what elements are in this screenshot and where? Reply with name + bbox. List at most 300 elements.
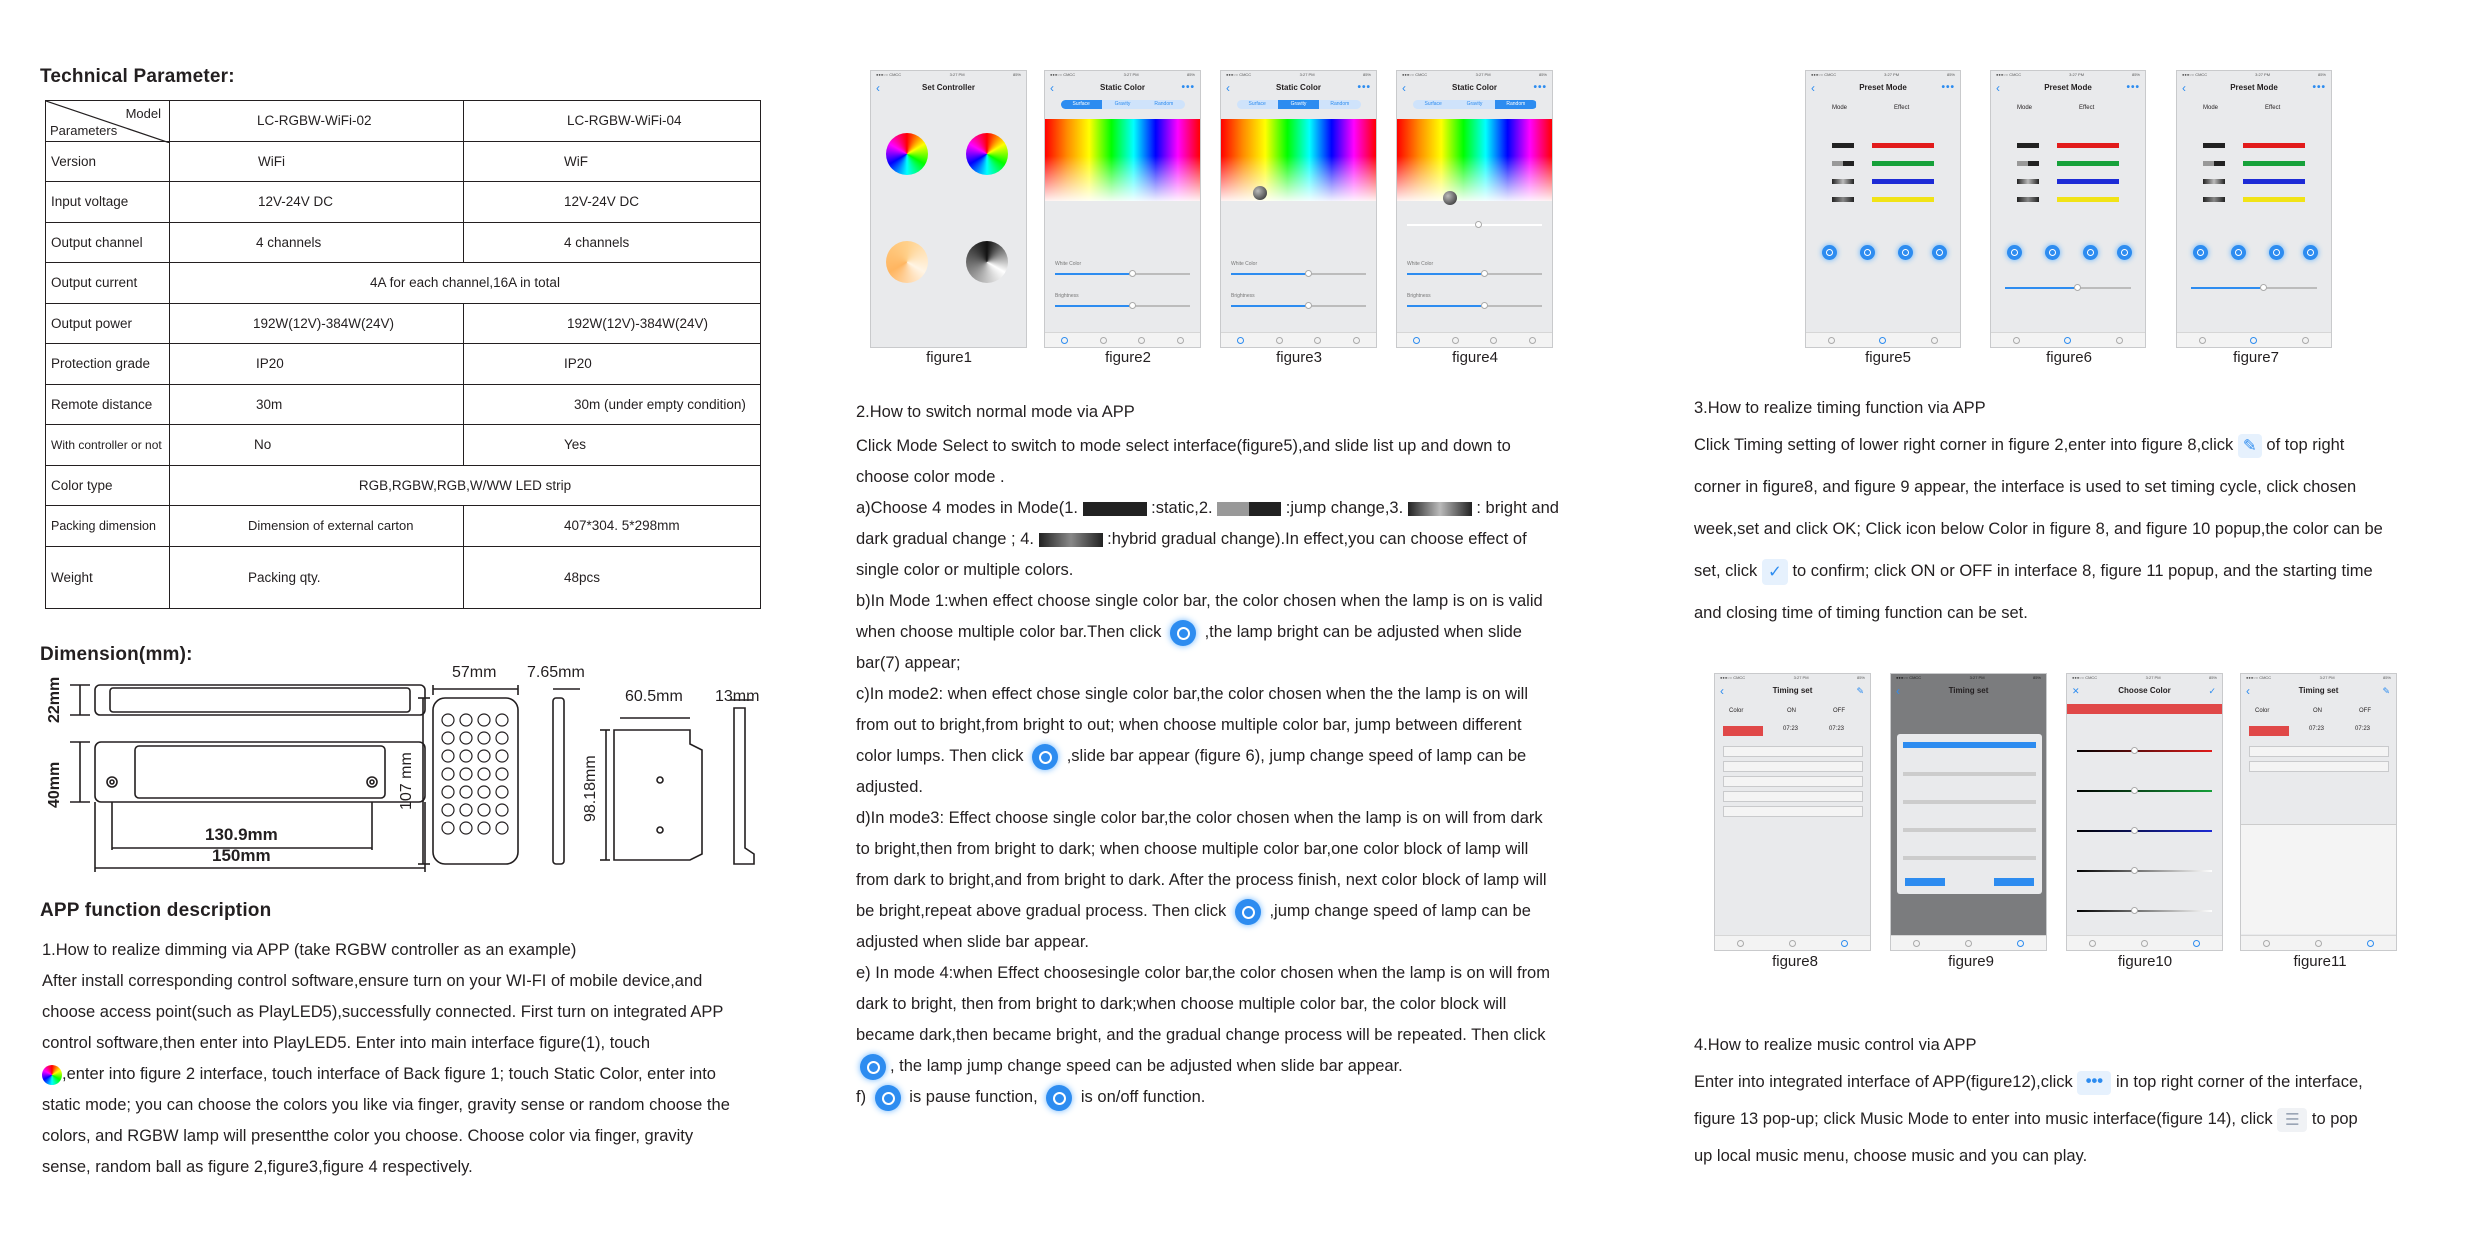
row-label: Output current: [46, 263, 170, 304]
keypad-button: [460, 768, 472, 780]
table-row: [46, 384, 761, 425]
random-ball-icon[interactable]: [1443, 191, 1457, 205]
text-span: is pause function,: [909, 1088, 1038, 1106]
section4-text: [1694, 1027, 2434, 1175]
more-icon[interactable]: •••: [2126, 82, 2140, 93]
text-line: sense, random ball as figure 2,figure3,figure 4 respectively.: [42, 1158, 473, 1176]
off-time[interactable]: 07:23: [1829, 726, 1845, 732]
text-line: from out to bright,from bright to out; when choose multiple color bar, jump between different: [856, 716, 1522, 734]
blue-slider[interactable]: [2077, 830, 2212, 832]
phone-figure9: ●●●○○ CMCC 3:27 PM 85% ‹ Timing set: [1890, 673, 2047, 951]
power-icon[interactable]: [1046, 1085, 1072, 1111]
text-span: :static,2.: [1151, 499, 1213, 517]
tab-bar[interactable]: [1045, 332, 1200, 347]
tab-bar[interactable]: [1397, 332, 1552, 347]
speed-icon[interactable]: [1822, 245, 1837, 260]
effect-red[interactable]: [2243, 143, 2305, 148]
mode-tabs[interactable]: [1237, 100, 1361, 109]
mode-col: Mode: [1832, 105, 1848, 111]
back-icon[interactable]: ‹: [2182, 81, 2186, 95]
row-label: Protection grade: [46, 344, 170, 385]
cell: WiF: [464, 141, 761, 182]
phone-figure2: ●●●○○ CMCC 3:27 PM 85% ‹ Static Color ••• Surface Gravity Random White Color Brightness: [1044, 70, 1201, 348]
phone-figure8: ●●●○○ CMCC 3:27 PM 85% ‹ Timing set ✎ Color ON OFF 07:23 07:23: [1714, 673, 1871, 951]
text-line: After install corresponding control software,ensure turn on your WI-FI of mobile device,and: [42, 972, 703, 990]
text-span: :hybrid gradual change).In effect,you can choose effect of: [1107, 530, 1527, 548]
table-row: [46, 222, 761, 263]
figure2-caption: figure2: [1105, 349, 1151, 366]
section2-title: 2.How to switch normal mode via APP: [856, 403, 1135, 421]
more-icon[interactable]: •••: [1181, 82, 1195, 93]
text-line: to bright,then from bright to dark; when choose multiple color bar,one color block of lamp will: [856, 840, 1529, 858]
screen-title: Timing set: [2298, 686, 2339, 695]
dim-150-label: 150mm: [212, 846, 271, 865]
keypad-button: [478, 804, 490, 816]
edit-icon[interactable]: ✎: [2382, 686, 2391, 696]
back-icon[interactable]: ‹: [1811, 81, 1815, 95]
power-icon[interactable]: [1932, 245, 1947, 260]
text-span: figure 13 pop-up; click Music Mode to enter into music interface(figure 14), click: [1694, 1110, 2273, 1128]
keypad-button: [478, 714, 490, 726]
text-span: to confirm; click ON or OFF in interface 8, figure 11 popup, and the starting time: [1792, 562, 2373, 580]
text-line: [856, 896, 1598, 927]
tab-bar[interactable]: [1991, 332, 2145, 347]
effect-blue[interactable]: [2243, 179, 2305, 184]
effect-blue[interactable]: [1872, 179, 1934, 184]
brightness-icon[interactable]: [1170, 620, 1196, 646]
dim-13-label: 13mm: [715, 688, 760, 705]
row-label: Version: [46, 141, 170, 182]
text-line: control software,then enter into PlayLED5. Enter into main interface figure(1), touch: [42, 1034, 651, 1052]
effect-col: Effect: [1894, 105, 1910, 111]
back-icon[interactable]: ‹: [2246, 684, 2250, 698]
time-picker[interactable]: [2241, 824, 2397, 934]
rgbw-wheel-icon[interactable]: [966, 133, 1008, 175]
tab-surface[interactable]: Surface: [1248, 101, 1266, 107]
effect-green[interactable]: [2243, 161, 2305, 166]
text-span: ,jump change speed of lamp can be: [1269, 902, 1531, 920]
brightness-slider[interactable]: [2191, 287, 2317, 289]
speed-icon[interactable]: [2007, 245, 2022, 260]
tech-title: Technical Parameter:: [40, 66, 235, 87]
dim-40-label: 40mm: [46, 761, 63, 808]
red-slider[interactable]: [2077, 750, 2212, 752]
text-span: a)Choose 4 modes in Mode(1.: [856, 499, 1078, 517]
mode-hybrid-swatch: [1039, 533, 1103, 547]
table-row: [46, 425, 761, 466]
cell: Dimension of external carton: [170, 506, 464, 547]
text-span: in top right corner of the interface,: [2115, 1073, 2363, 1091]
effect-yellow[interactable]: [2243, 197, 2305, 202]
table-row: [46, 182, 761, 223]
timing-slots[interactable]: [1723, 746, 1863, 821]
brightness-slider[interactable]: [1407, 305, 1542, 307]
keypad-button: [442, 750, 454, 762]
keypad-button: [442, 786, 454, 798]
text-line: [1694, 1101, 2434, 1138]
rgb-wheel-icon[interactable]: [886, 133, 928, 175]
text-span: ,slide bar appear (figure 6), jump change speed of lamp can be: [1066, 747, 1527, 765]
check-icon[interactable]: ✓: [2208, 686, 2217, 696]
tab-surface[interactable]: Surface: [1061, 100, 1102, 109]
dim-22-label: 22mm: [46, 676, 63, 723]
cell: 48pcs: [464, 546, 761, 608]
pause-icon[interactable]: [2269, 245, 2284, 260]
cell: 4 channels: [464, 222, 761, 263]
effect-red[interactable]: [1872, 143, 1934, 148]
white-slider[interactable]: [1407, 273, 1542, 275]
text-line: dark to bright, then from bright to dark;when choose multiple color bar, the color block will: [856, 995, 1507, 1013]
text-line: [1694, 424, 2434, 466]
mode-hybrid-swatch[interactable]: [1832, 197, 1854, 202]
cell: Packing qty.: [170, 546, 464, 608]
text-span: dark gradual change ; 4.: [856, 530, 1034, 548]
text-span: Enter into integrated interface of APP(figure12),click: [1694, 1073, 2073, 1091]
model-04-header: LC-RGBW-WiFi-04: [464, 101, 761, 142]
tab-bar[interactable]: [2177, 332, 2331, 347]
row-label: With controller or not: [46, 425, 170, 466]
gravity-ball-icon[interactable]: [1253, 186, 1267, 200]
power-icon[interactable]: [2303, 245, 2318, 260]
figure3-caption: figure3: [1276, 349, 1322, 366]
screen-title: Static Color: [1276, 83, 1321, 92]
text-line: [856, 1082, 1598, 1113]
brightness-label: Brightness: [1407, 293, 1431, 299]
mode-jump-swatch[interactable]: [1832, 161, 1854, 166]
dim-130-label: 130.9mm: [205, 825, 278, 844]
keypad-button: [478, 822, 490, 834]
off-time[interactable]: 07:23: [2355, 726, 2371, 732]
mode-tabs[interactable]: [1413, 100, 1537, 109]
week-cycle-dialog[interactable]: [1897, 734, 2042, 894]
text-span: of top right: [2266, 436, 2345, 454]
text-span: set, click: [1694, 562, 1758, 580]
table-row: [46, 506, 761, 547]
keypad-button: [496, 732, 508, 744]
tab-random[interactable]: Random: [1495, 100, 1536, 109]
brightness-slider[interactable]: [1231, 305, 1366, 307]
figure11-caption: figure11: [2293, 953, 2347, 970]
cell: RGB,RGBW,RGB,W/WW LED strip: [170, 465, 761, 506]
pause-icon[interactable]: [1898, 245, 1913, 260]
text-line: [1694, 550, 2434, 592]
cell: Yes: [464, 425, 761, 466]
dim-98-label: 98.18mm: [582, 755, 599, 822]
keypad-button: [478, 768, 490, 780]
mode-tabs[interactable]: [1061, 100, 1185, 109]
back-icon[interactable]: ‹: [1050, 81, 1054, 95]
tab-bar[interactable]: [2241, 935, 2396, 950]
phone-figure1: ●●●○○ CMCC 3:27 PM 85% ‹ Set Controller: [870, 70, 1027, 348]
phone-figure5: ●●●○○ CMCC 3:27 PM 85% ‹ Preset Mode ••• Mode Effect: [1805, 70, 1961, 348]
mode-gradual-swatch[interactable]: [1832, 179, 1854, 184]
brightness-icon[interactable]: [2045, 245, 2060, 260]
figure7-caption: figure7: [2233, 349, 2279, 366]
text-line: colors, and RGBW lamp will presentthe color you choose. Choose color via finger, gravity: [42, 1127, 694, 1145]
cell: 30m: [170, 384, 464, 425]
keypad-button: [460, 750, 472, 762]
timing-slots: [2249, 746, 2389, 776]
keypad-button: [478, 750, 490, 762]
pause-icon[interactable]: [875, 1085, 901, 1111]
close-icon[interactable]: ✕: [2072, 686, 2080, 696]
table-row: [46, 141, 761, 182]
tab-bar[interactable]: [1221, 332, 1376, 347]
color-swatch[interactable]: [1723, 726, 1763, 736]
section1-title: 1.How to realize dimming via APP (take RGBW controller as an example): [42, 941, 577, 959]
color-spectrum[interactable]: [1221, 119, 1376, 201]
tab-bar[interactable]: [1806, 332, 1960, 347]
figure1-caption: figure1: [926, 349, 972, 366]
tab-bar[interactable]: [1715, 935, 1870, 950]
more-icon[interactable]: •••: [1941, 82, 1955, 93]
on-col: ON: [1787, 708, 1796, 714]
keypad-button: [478, 786, 490, 798]
white-label: White Color: [1055, 261, 1082, 267]
mode-gradual-swatch: [1408, 502, 1472, 516]
keypad-button: [460, 714, 472, 726]
tab-gravity[interactable]: Gravity: [1278, 100, 1319, 109]
text-span: f): [856, 1088, 867, 1106]
on-col: ON: [2313, 708, 2322, 714]
cell: 407*304. 5*298mm: [464, 506, 761, 547]
keypad-button: [442, 822, 454, 834]
tab-bar[interactable]: [1891, 935, 2046, 950]
effect-red[interactable]: [2057, 143, 2119, 148]
on-time[interactable]: 07:23: [1783, 726, 1799, 732]
mode-static-swatch[interactable]: [1832, 143, 1854, 148]
section2-text: [856, 397, 1598, 1113]
screen-title: Choose Color: [2118, 686, 2171, 695]
tab-random[interactable]: Random: [1330, 101, 1350, 107]
speed-icon[interactable]: [860, 1054, 886, 1080]
cell: IP20: [464, 344, 761, 385]
model-header: Model: [125, 106, 161, 121]
power-icon[interactable]: [2117, 245, 2132, 260]
text-span: to pop: [2311, 1110, 2358, 1128]
section3-text: [1694, 393, 2434, 634]
cell: IP20: [170, 344, 464, 385]
keypad-button: [496, 804, 508, 816]
color-swatch[interactable]: [2249, 726, 2289, 736]
tab-gravity[interactable]: Gravity: [1114, 101, 1131, 107]
color-wheel-icon: [42, 1065, 62, 1085]
text-span: color lumps. Then click: [856, 747, 1024, 765]
text-line: [856, 741, 1598, 772]
effect-col: Effect: [2265, 105, 2281, 111]
speed-icon[interactable]: [1032, 744, 1058, 770]
text-line: from dark to bright,and from bright to dark. After the process finish, next color block of lamp will: [856, 871, 1547, 889]
cell: 192W(12V)-384W(24V): [464, 303, 761, 344]
section1-text: [42, 935, 782, 1183]
color-spectrum[interactable]: [1045, 119, 1200, 201]
text-span: ,the lamp bright can be adjusted when slide: [1204, 623, 1522, 641]
phone-figure4: ●●●○○ CMCC 3:27 PM 85% ‹ Static Color ••• Surface Gravity Random White Color Brightness: [1396, 70, 1553, 348]
white-label: White Color: [1407, 261, 1434, 267]
dimmer-wheel-icon[interactable]: [966, 241, 1008, 283]
text-line: [856, 524, 1598, 555]
screen-title: Static Color: [1452, 83, 1497, 92]
more-icon[interactable]: •••: [2312, 82, 2326, 93]
figure4-caption: figure4: [1452, 349, 1498, 366]
keypad-button: [442, 768, 454, 780]
mode-hybrid-swatch[interactable]: [2017, 197, 2039, 202]
back-icon[interactable]: ‹: [1996, 81, 2000, 95]
back-icon[interactable]: ‹: [876, 81, 880, 95]
list-icon[interactable]: ☰: [2277, 1108, 2307, 1132]
text-line: corner in figure8, and figure 9 appear, the interface is used to set timing cycle, click chosen: [1694, 478, 2357, 496]
edit-icon[interactable]: ✎: [2238, 434, 2262, 458]
back-icon[interactable]: ‹: [1226, 81, 1230, 95]
text-line: [856, 493, 1598, 524]
text-line: b)In Mode 1:when effect choose single color bar, the color chosen when the lamp is on is valid: [856, 592, 1543, 610]
text-span: be bright,repeat above gradual process. Then click: [856, 902, 1227, 920]
dim-107-label: 107 mm: [398, 752, 415, 810]
tab-bar[interactable]: [2067, 935, 2222, 950]
speed-icon[interactable]: [1235, 899, 1261, 925]
check-icon[interactable]: ✓: [1762, 559, 1788, 585]
text-line: adjusted when slide bar appear.: [856, 933, 1089, 951]
effect-yellow[interactable]: [1872, 197, 1934, 202]
figure5-caption: figure5: [1865, 349, 1911, 366]
mode-jump-swatch[interactable]: [2017, 161, 2039, 166]
row-label: Weight: [46, 546, 170, 608]
text-line: and closing time of timing function can be set.: [1694, 604, 2028, 622]
text-line: choose access point(such as PlayLED5),successfully connected. First turn on integrated APP: [42, 1003, 724, 1021]
phone-figure3: ●●●○○ CMCC 3:27 PM 85% ‹ Static Color ••• Surface Gravity Random White Color Brightness: [1220, 70, 1377, 348]
figure6-caption: figure6: [2046, 349, 2092, 366]
tab-surface[interactable]: Surface: [1424, 101, 1442, 107]
parameters-header: Parameters: [50, 122, 118, 138]
white-slider[interactable]: [1055, 273, 1190, 275]
tab-random[interactable]: Random: [1154, 101, 1174, 107]
brightness-slider[interactable]: [2077, 910, 2212, 912]
back-icon[interactable]: ‹: [1720, 684, 1724, 698]
color-spectrum[interactable]: [1397, 119, 1552, 201]
text-span: is on/off function.: [1080, 1088, 1206, 1106]
text-line: [856, 1051, 1598, 1082]
table-row: [46, 101, 761, 142]
text-span: : bright and: [1476, 499, 1559, 517]
phone-figure7: ●●●○○ CMCC 3:27 PM 85% ‹ Preset Mode ••• Mode Effect: [2176, 70, 2332, 348]
brightness-slider[interactable]: [1055, 305, 1190, 307]
mode-static-swatch[interactable]: [2203, 143, 2225, 148]
cell: 30m (under empty condition): [464, 384, 761, 425]
table-row: [46, 344, 761, 385]
section4-title: 4.How to realize music control via APP: [1694, 1036, 1977, 1054]
on-time[interactable]: 07:23: [2309, 726, 2325, 732]
color-col: Color: [2255, 708, 2270, 714]
cell: WiFi: [170, 141, 464, 182]
effect-blue[interactable]: [2057, 179, 2119, 184]
more-icon[interactable]: •••: [2077, 1071, 2111, 1095]
speed-icon[interactable]: [2193, 245, 2208, 260]
cell: 192W(12V)-384W(24V): [170, 303, 464, 344]
text-line: d)In mode3: Effect choose single color bar,the color chosen when the lamp is on will from dark: [856, 809, 1543, 827]
keypad-button: [496, 822, 508, 834]
effect-green[interactable]: [2057, 161, 2119, 166]
mode-static-swatch[interactable]: [2017, 143, 2039, 148]
white-slider[interactable]: [1231, 273, 1366, 275]
model-02-header: LC-RGBW-WiFi-02: [170, 101, 464, 142]
text-line: [42, 1059, 782, 1090]
more-icon[interactable]: •••: [1357, 82, 1371, 93]
text-line: c)In mode2: when effect chose single color bar,the color chosen when the the lamp is on will: [856, 685, 1528, 703]
white-slider[interactable]: [2077, 870, 2212, 872]
more-icon[interactable]: •••: [1533, 82, 1547, 93]
cell: 12V-24V DC: [464, 182, 761, 223]
color-preview: [2067, 704, 2223, 714]
effect-green[interactable]: [1872, 161, 1934, 166]
keypad-button: [442, 714, 454, 726]
spec-table: [45, 100, 761, 609]
back-icon[interactable]: ‹: [1896, 684, 1900, 698]
off-col: OFF: [1833, 708, 1845, 714]
back-icon[interactable]: ‹: [1402, 81, 1406, 95]
brightness-icon[interactable]: [2231, 245, 2246, 260]
keypad-button: [460, 822, 472, 834]
effect-col: Effect: [2079, 105, 2095, 111]
text-span: , the lamp jump change speed can be adjusted when slide bar appear.: [890, 1057, 1403, 1075]
figure8-caption: figure8: [1772, 953, 1818, 970]
row-label: Remote distance: [46, 384, 170, 425]
table-row: [46, 263, 761, 304]
dim-57-label: 57mm: [452, 664, 497, 681]
tab-gravity[interactable]: Gravity: [1466, 101, 1483, 107]
cell: No: [170, 425, 464, 466]
green-slider[interactable]: [2077, 790, 2212, 792]
screen-title: Preset Mode: [2230, 83, 2278, 92]
phone-figure10: ●●●○○ CMCC 3:27 PM 85% ✕ Choose Color ✓: [2066, 673, 2223, 951]
text-span: ,enter into figure 2 interface, touch interface of Back figure 1; touch Static Color, enter into: [62, 1065, 716, 1083]
mode-col: Mode: [2203, 105, 2219, 111]
text-line: Click Mode Select to switch to mode select interface(figure5),and slide list up and down to: [856, 437, 1511, 455]
text-span: Click Timing setting of lower right corner in figure 2,enter into figure 8,click: [1694, 436, 2234, 454]
color-col: Color: [1729, 708, 1744, 714]
screen-title: Timing set: [1948, 686, 1989, 695]
keypad-button: [496, 750, 508, 762]
screen-title: Preset Mode: [1859, 83, 1907, 92]
keypad-button: [460, 786, 472, 798]
mode-gradual-swatch[interactable]: [2203, 179, 2225, 184]
row-label: Color type: [46, 465, 170, 506]
brightness-icon[interactable]: [1860, 245, 1875, 260]
row-label: Packing dimension: [46, 506, 170, 547]
table-row: [46, 303, 761, 344]
cell: 12V-24V DC: [170, 182, 464, 223]
pause-icon[interactable]: [2083, 245, 2098, 260]
mode-hybrid-swatch[interactable]: [2203, 197, 2225, 202]
cct-wheel-icon[interactable]: [886, 241, 928, 283]
keypad-button: [496, 786, 508, 798]
brightness-label: Brightness: [1055, 293, 1079, 299]
mode-jump-swatch[interactable]: [2203, 161, 2225, 166]
dim-765-label: 7.65mm: [527, 664, 585, 681]
keypad-button: [460, 732, 472, 744]
edit-icon[interactable]: ✎: [1856, 686, 1865, 696]
screen-title: Timing set: [1772, 686, 1813, 695]
random-line: [1407, 224, 1542, 226]
effect-yellow[interactable]: [2057, 197, 2119, 202]
white-label: White Color: [1231, 261, 1258, 267]
mode-gradual-swatch[interactable]: [2017, 179, 2039, 184]
mode-static-swatch: [1083, 502, 1147, 516]
row-label: Output channel: [46, 222, 170, 263]
brightness-label: Brightness: [1231, 293, 1255, 299]
speed-slider[interactable]: [2005, 287, 2131, 289]
row-label: Input voltage: [46, 182, 170, 223]
mode-jump-swatch: [1217, 502, 1281, 516]
